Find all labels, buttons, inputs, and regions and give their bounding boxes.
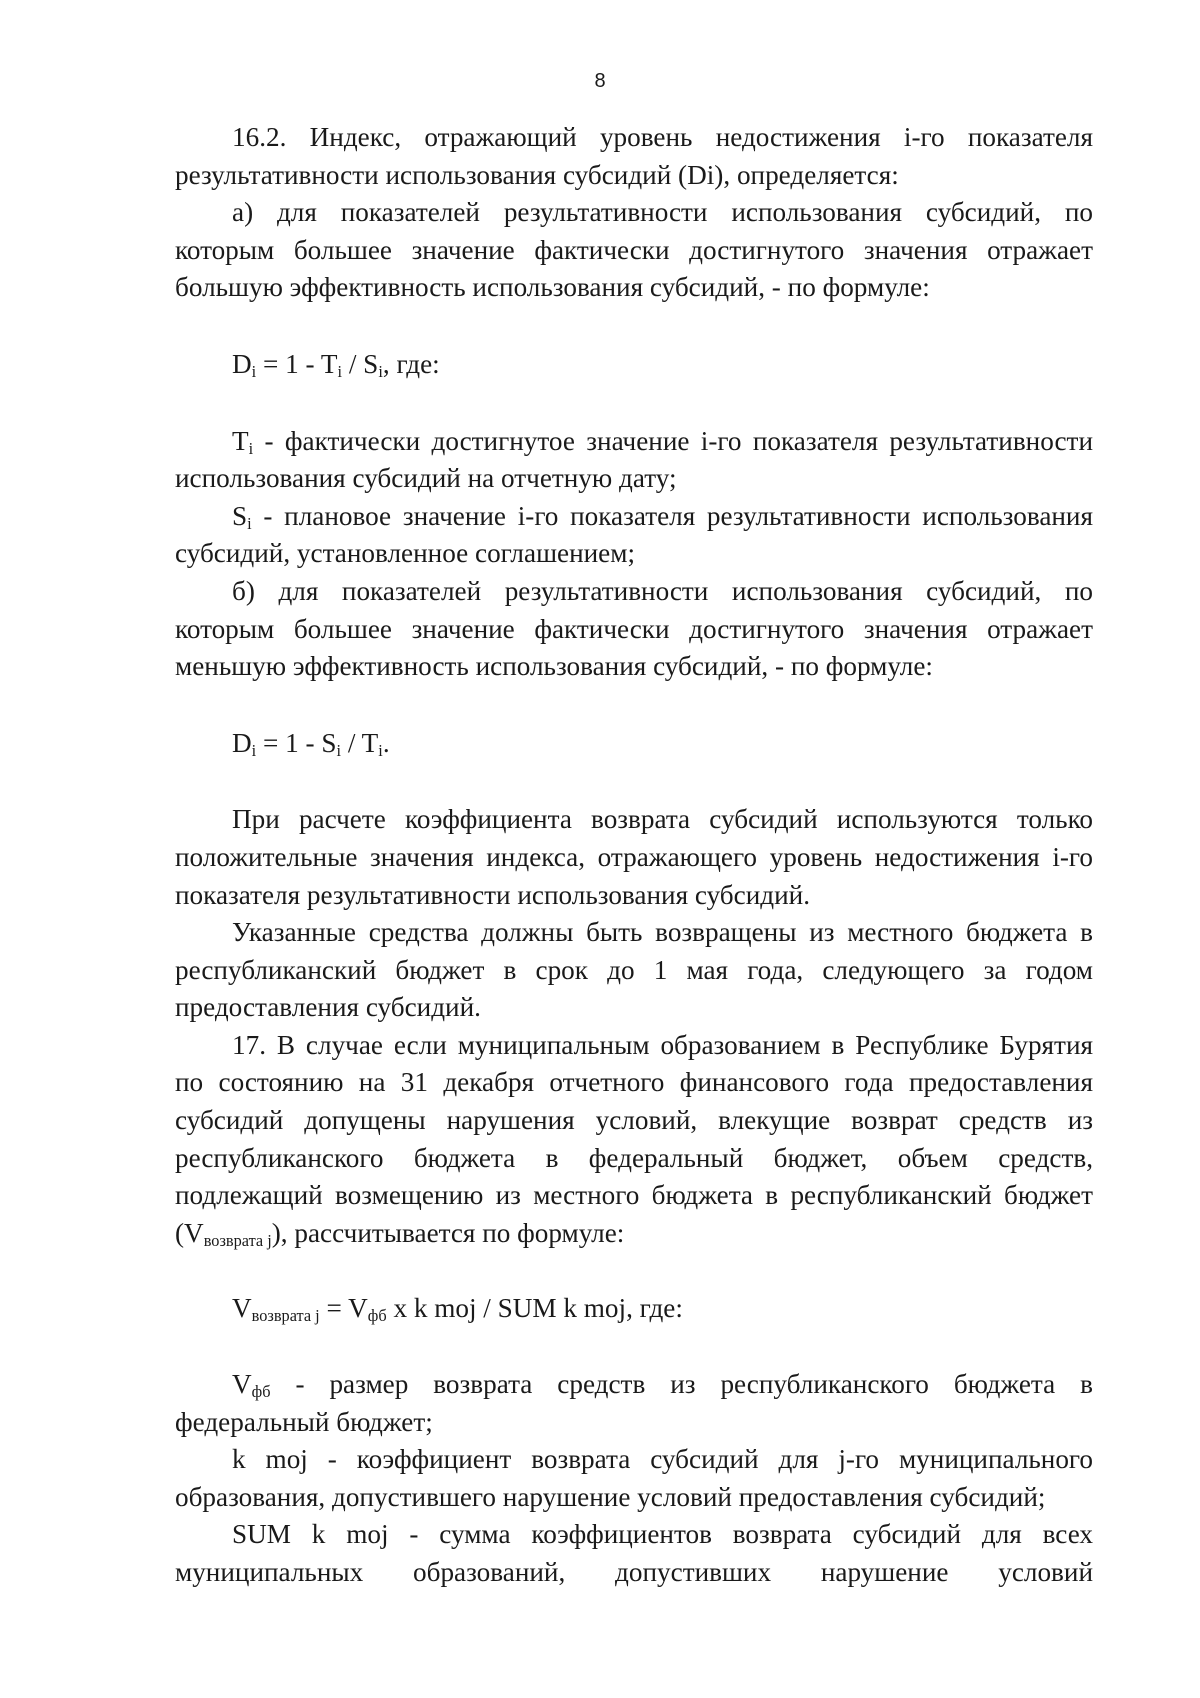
document-body — [175, 119, 1093, 1592]
paragraph-16-2: 16.2. Индекс, отражающий уровень недостижения i-го показателя результативности использования субсидий (Di), определяется: — [175, 122, 1093, 190]
spacer — [175, 384, 1093, 423]
spacer — [175, 762, 1093, 801]
formula-di-2: $D_i = 1 - S_i / T_i$. — [232, 727, 390, 760]
page-number: 8 — [594, 70, 606, 92]
paragraph-return-deadline: Указанные средства должны быть возвращены из местного бюджета в республиканский бюджет в срок до 1 мая года, следующего за годом предоставления субсидий. — [175, 917, 1093, 1023]
spacer — [175, 307, 1093, 346]
definition-ti: $T_i$ - фактически достигнутое значение i-го показателя результативности использования субсидий на отчетную дату; — [175, 425, 1093, 494]
paragraph-positive-values: При расчете коэффициента возврата субсидий используются только положительные значения индекса, отражающего уровень недостижения i-го показателя результативности использования субсидий. — [175, 804, 1093, 910]
paragraph-a: а) для показателей результативности использования субсидий, по которым большее значение фактически достигнутого значения отражает большую эффективность использования субсидий, - по формуле: — [175, 197, 1093, 303]
spacer — [175, 1328, 1093, 1366]
paragraph-17: 17. В случае если муниципальным образованием в Республике Бурятия по состоянию на 31 декабря отчетного финансового года предоставления субсидий допущены нарушения условий, влекущие возврат средств из республиканского бюджета в федеральный бюджет, объем средств, подлежащий возмещению из местного бюджета в республиканский бюджет $(V_{возврата j})$, рассчитывается по формуле: — [175, 1029, 1093, 1250]
definition-kmoj: k moj - коэффициент возврата субсидий для j-го муниципального образования, допустившего нарушение условий предоставления субсидий; — [175, 1444, 1093, 1512]
definition-vfb: $V_{фб}$ - размер возврата средств из республиканского бюджета в федеральный бюджет; — [175, 1369, 1093, 1437]
definition-si: $S_i$ - плановое значение i-го показателя результативности использования субсидий, установленное соглашением; — [175, 500, 1093, 569]
spacer — [175, 686, 1093, 725]
definition-sum-kmoj: SUM k moj - сумма коэффициентов возврата субсидий для всех муниципальных образований, допустивших нарушение условий — [175, 1519, 1093, 1587]
paragraph-b: б) для показателей результативности использования субсидий, по которым большее значение фактически достигнутого значения отражает меньшую эффективность использования субсидий, - по формуле: — [175, 575, 1093, 682]
formula-di-1: $D_i = 1 - T_i / S_i$, где: — [232, 348, 440, 382]
spacer — [175, 1252, 1093, 1290]
formula-v-return: $V_{возврата j} = V_{фб}$ x k moj / SUM k moj, где: — [232, 1293, 683, 1326]
